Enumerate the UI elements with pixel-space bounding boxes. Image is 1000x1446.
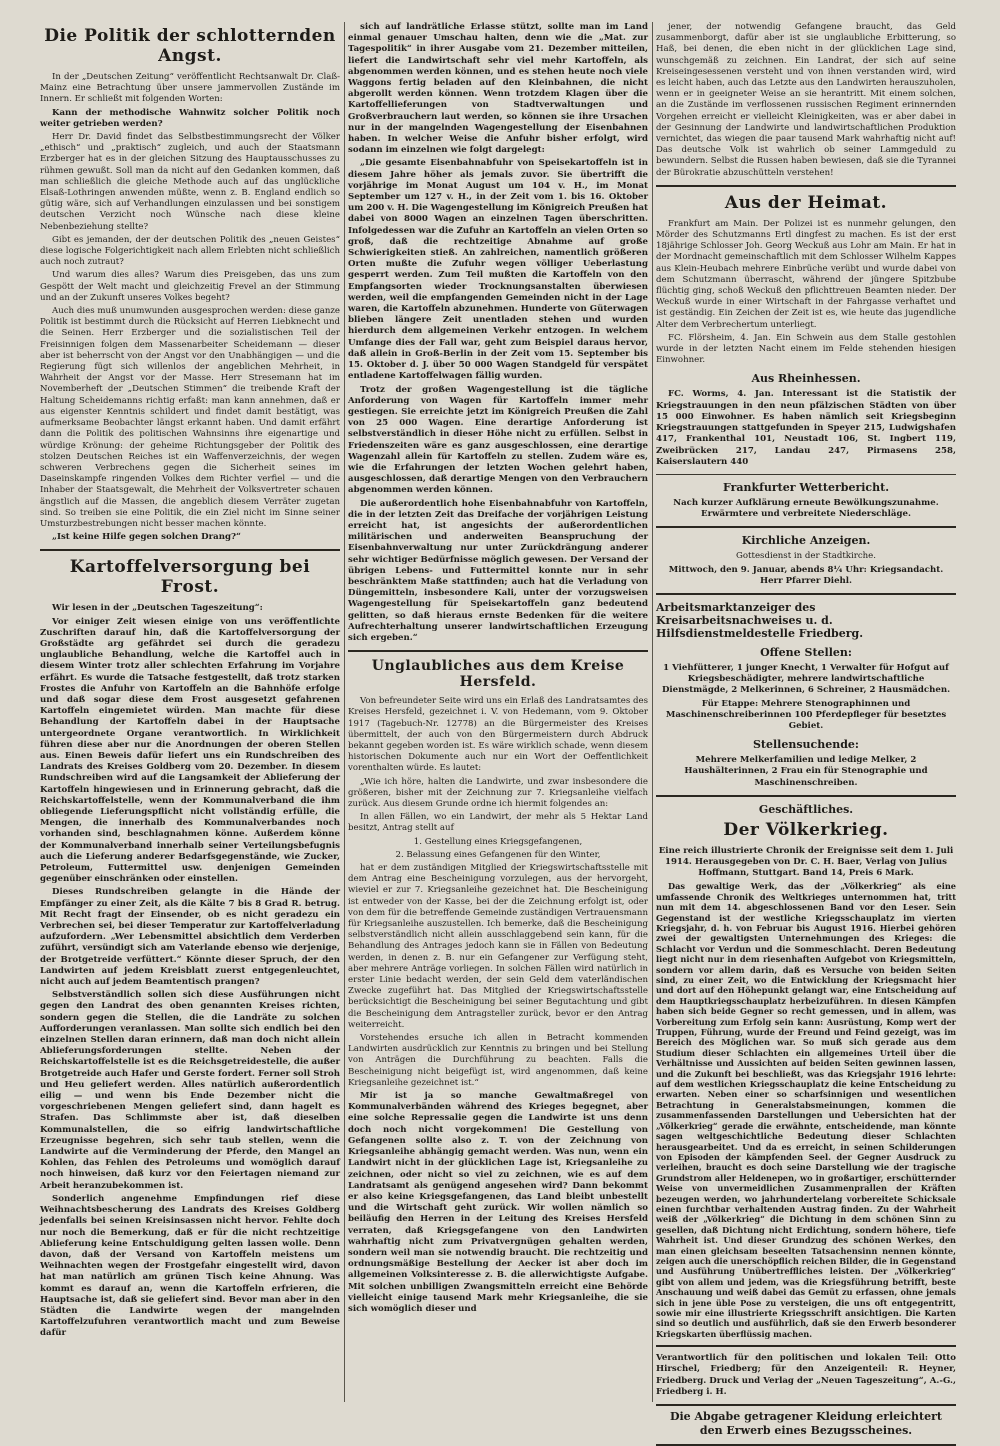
divider bbox=[656, 1345, 956, 1347]
paragraph: Vorstehendes ersuche ich allen in Betracht kommenden Landwirten ausdrücklich zur Kenntnis zu bringen und bei Stellung von Anträgen die Durchführung zu beachten. Falls die Bescheinigung nicht beigefügt ist, wird angenommen, daß keine Kriegsanleihe gezeichnet ist.“ bbox=[348, 1033, 648, 1088]
paragraph: Dieses Rundschreiben gelangte in die Hände der Empfänger zu einer Zeit, als die Kälte 7 bis 8 Grad R. betrug. Mit Recht fragt der Einsender, ob es nicht geradezu ein Verbrechen sei, bei dieser Temperatur zur Kartoffelverladung aufzufordern. „Wer Lebensmittel absichtlich dem Verderben zuführt, versündigt sich am Vaterlande ebenso wie derjenige, der Brotgetreide verfüttert.“ Könnte dieser Spruch, der den Landwirten auf jedem Kreisblatt zuerst entgegenleuchtet, nicht auch auf jedem Beamtentisch prangen? bbox=[40, 887, 340, 988]
paragraph: Gottesdienst in der Stadtkirche. bbox=[736, 551, 876, 562]
column-2 bbox=[348, 22, 648, 1397]
section-subtitle: Kirchliche Anzeigen. bbox=[741, 534, 871, 548]
paragraph: Gibt es jemanden, der der deutschen Politik des „neuen Geistes“ diese logische Folgerichtigkeit nach allem Erlebten nicht schließlich auch noch zutraut? bbox=[40, 234, 340, 268]
paragraph: Eine reich illustrierte Chronik der Ereignisse seit dem 1. Juli 1914. Herausgegeben von Dr. C. H. Baer, Verlag von Julius Hoffmann, Stuttgart. Band 14, Preis 6 Mark. bbox=[658, 845, 954, 879]
paragraph: In der „Deutschen Zeitung“ veröffentlicht Rechtsanwalt Dr. Claß-Mainz eine Betrachtung über unsere jammervollen Zustände im Innern. Er schließt mit folgenden Worten: bbox=[40, 72, 340, 105]
paragraph: Nach kurzer Aufklärung erneute Bewölkungszunahme. Erwärmtere und verbreitete Niederschläge. bbox=[673, 497, 939, 520]
paragraph: Mittwoch, den 9. Januar, abends 8¼ Uhr: Kriegsandacht. Herr Pfarrer Diehl. bbox=[668, 564, 944, 586]
paragraph: FC. Flörsheim, 4. Jan. Ein Schwein aus dem Stalle gestohlen wurde in der letzten Nacht einem im Felde stehenden hiesigen Einwohner. bbox=[656, 332, 956, 366]
section-subtitle: Geschäftliches. bbox=[758, 802, 854, 816]
divider bbox=[656, 185, 956, 187]
paragraph: Frankfurt am Main. Der Polizei ist es nunmehr gelungen, den Mörder des Schutzmanns Ertl dingfest zu machen. Es ist der erst 18jährige Schlosser Joh. Georg Weckuß aus Lohr am Main. Er hat in der Mordnacht gemeinschaftlich mit dem Schlosser Wilhelm Kappes aus Klein-Heubach mehrere Einbrüche verübt und wurde dabei von dem Schutzmann überrascht, während der jüngere Spitzbube flüchtig ging, schoß Weckuß den pflichttreuen Beamten nieder. Der Weckuß wurde in einer Wirtschaft in der Fahrgasse verhaftet und ist geständig. Ein Zeichen der Zeit ist es, wie heute das jugendliche Alter dem Verbrechertum unterliegt. bbox=[656, 218, 956, 330]
paragraph: FC. Worms, 4. Jan. Interessant ist die Statistik der Kriegstrauungen in den neun pfälzischen Städten von über 15 000 Einwohner. Es haben nämlich seit Kriegsbeginn Kriegstrauungen stattgefunden in Speyer 215, Ludwigshafen 417, Frankenthal 101, Neustadt 106, St. Ingbert 119, Zweibrücken 217, Landau 247, Pirmasens 258, Kaiserslautern 440 bbox=[656, 389, 956, 467]
section-subtitle: Stellensuchende: bbox=[752, 738, 859, 752]
paragraph: Von befreundeter Seite wird uns ein Erlaß des Landratsamtes des Kreises Hersfeld, gezeichnet i. V. von Hedemann, vom 9. Oktober 1917 (Tagebuch-Nr. 12778) an die Bürgermeister des Kreises übermittelt, der auch von den Bürgermeistern durch Abdruck bekannt gegeben worden ist. Es wäre wirklich schade, wenn diesem historischen Dokumente auch nur ein Wort der Oeffentlichkeit vorenthalten würde. Es lautet: bbox=[348, 696, 648, 774]
column-1 bbox=[40, 22, 340, 1397]
imprint: Verantwortlich für den politischen und lokalen Teil: Otto Hirschel, Friedberg; für den Anzeigenteil: R. Heyner, Friedberg. Druck und Verlag der „Neuen Tageszeitung“, A.-G., Friedberg i. H. bbox=[656, 1353, 956, 1397]
paragraph: 1 Viehfütterer, 1 junger Knecht, 1 Verwalter für Hofgut auf Kriegsbeschädigter, mehrere landwirtschaftliche Dienstmägde, 2 Melkerinnen, 6 Schreiner, 2 Hausmädchen. bbox=[661, 662, 951, 696]
paragraph: 1. Gestellung eines Kriegsgefangenen, bbox=[413, 836, 583, 847]
paragraph: 2. Belassung eines Gefangenen für den Winter, bbox=[395, 849, 601, 860]
paragraph: Die außerordentlich hohe Eisenbahnabfuhr von Kartoffeln, die in der letzten Zeit das Dreifache der vorjährigen Leistung erreicht hat, ist angesichts der außerordentlichen militärischen und anderweiten Beanspruchung der Eisenbahnverwaltung nur unter Zurückdrängung anderer sehr wichtiger Bedürfnisse möglich gewesen. Der Versand der übrigen Lebens- und Futtermittel konnte nur in sehr beschränktem Maße stattfinden; auch hat die Verladung von Düngemitteln, insbesondere Kali, unter der vorzugsweisen Wagengestellung für Speisekartoffeln ganz bedeutend gelitten, so daß hieraus ernste Bedenken für die weitere Aufrechterhaltung unserer landwirtschaftlichen Erzeugung sich ergeben.“ bbox=[348, 498, 648, 643]
article-title: Die Politik der schlotternden Angst. bbox=[44, 26, 336, 66]
article-title: Aus der Heimat. bbox=[724, 192, 888, 213]
divider bbox=[40, 549, 340, 551]
section-subtitle: Offene Stellen: bbox=[760, 645, 852, 659]
paragraph: Mehrere Melkerfamilien und ledige Melker, 2 Haushälterinnen, 2 Frau ein für Stenographie und Maschinenschreiben. bbox=[684, 755, 928, 788]
paragraph: „Die gesamte Eisenbahnabfuhr von Speisekartoffeln ist in diesem Jahre höher als jemals zuvor. Sie übertrifft die vorjährige im Monat August um 104 v. H., im Monat September um 127 v. H., in der Zeit vom 1. bis 16. Oktober um 200 v. H. Die Wagengestellung im Königreich Preußen hat dabei von 8000 Wagen an einzelnen Tagen überschritten. Infolgedessen war die Zufuhr an Kartoffeln an vielen Orten so groß, daß die rechtzeitige Abnahme auf große Schwierigkeiten stieß. An zahlreichen, namentlich größeren Orten mußte die Zufuhr wegen völliger Ueberlastung gesperrt werden. Zum Teil mußten die Kartoffeln von den Empfangsorten wieder Trocknungsanstalten überwiesen werden, weil die empfangenden Gemeinden nicht in der Lage waren, die Kartoffeln abzunehmen. Hunderte von Güterwagen blieben längere Zeit unentladen stehen und wurden hierdurch dem allgemeinen Verkehr entzogen. In welchem Umfange dies der Fall war, geht zum Beispiel daraus hervor, daß allein in Groß-Berlin in der Zeit vom 15. September bis 15. Oktober d. J. über 50 000 Wagen Standgeld für verspätet entladene Kartoffelwagen fällig wurden. bbox=[348, 158, 648, 382]
paragraph: hat er dem zuständigen Mitglied der Kriegswirtschaftsstelle mit dem Antrag eine Bescheinigung vorzulegen, aus der hervorgeht, wieviel er zur 7. Kriegsanleihe gezeichnet hat. Die Bescheinigung ist entweder von der Kasse, bei der die Zeichnung erfolgt ist, oder von dem für die betreffende Gemeinde zuständigen Vertrauensmann für Kriegsanleihe auszustellen. Ich bemerke, daß die Bescheinigung selbstverständlich nicht allein ausschlaggebend sein kann, für die Behandlung des Antrages jedoch kann sie in Fällen von Bedeutung werden, in denen z. B. nur ein Gefangener zur Verfügung steht, aber mehrere Anträge vorliegen. In solchen Fällen wird natürlich in erster Linie bedacht werden, der sein Geld dem vaterländischen Zwecke zugeführt hat. Das Mitglied der Kriegswirtschaftsstelle berücksichtigt die Bescheinigung bei seiner Begutachtung und gibt die Bescheinigung dem Antragsteller zurück, bevor er den Antrag weiterreicht. bbox=[348, 863, 648, 1030]
paragraph: Mir ist ja so manche Gewaltmaßregel von Kommunalverbänden während des Krieges begegnet, aber eine solche Repressalie gegen die Landwirte ist uns denn doch noch nicht vorgekommen! Die Gestellung von Gefangenen sollte also z. T. von der Zeichnung von Kriegsanleihe abhängig gemacht werden. Was nun, wenn ein Landwirt nicht in der glücklichen Lage ist, Kriegsanleihe zu zeichnen, oder nicht so viel zu zeichnen, wie es auf dem Landratsamt als genügend angesehen wird? Dann bekommt er also keine Kriegsgefangenen, das Land bleibt unbestellt und die Wirtschaft geht zurück. Wir wollen nämlich so beiläufig den Herren in der Leitung des Kreises Hersfeld verraten, daß Kriegsgefangene von den Landwirten wahrhaftig nicht zum Privatvergnügen gehalten werden, sondern weil man sie notwendig braucht. Die rechtzeitig und ordnungsmäßige Bestellung der Aecker ist aber doch im allgemeinen Volksinteresse z. B. die allerwichtigste Aufgabe. Mit solchen unbilligen Zwangsmitteln erreicht eine Behörde vielleicht einige tausend Mark mehr Kriegsanleihe, die sie sich womöglich dieser und bbox=[348, 1091, 648, 1314]
paragraph: „Ist keine Hilfe gegen solchen Drang?“ bbox=[52, 532, 241, 543]
section-subtitle: Arbeitsmarktanzeiger des Kreisarbeitsnachweises u. d. Hilfsdienstmeldestelle Friedberg. bbox=[656, 600, 864, 640]
column-rule bbox=[344, 22, 345, 1402]
article-title: Unglaubliches aus dem Kreise Hersfeld. bbox=[371, 658, 625, 691]
paragraph: Kann der methodische Wahnwitz solcher Politik noch weiter getrieben werden? bbox=[40, 107, 340, 129]
column-rule bbox=[652, 22, 653, 1402]
section-subtitle: Frankfurter Wetterbericht. bbox=[722, 480, 890, 494]
paragraph: Das gewaltige Werk, das der „Völkerkrieg“ als eine umfassende Chronik des Weltkrieges unternommen hat, tritt nun mit dem 14. abgeschlossenen Band vor den Leser. Sein Gegenstand ist der westliche Kriegsschauplatz im vierten Kriegsjahr, d. h. von Februar bis August 1916. Hierbei gehören zwei der gewaltigsten Unternehmungen des Krieges: die Schlacht vor Verdun und die Sommeschlacht. Deren Bedeutung liegt nicht nur in dem riesenhaften Aufgebot von Kriegsmitteln, sondern vor allem darin, daß es Versuche von beiden Seiten sind, zu einer Zeit, wo die Entwicklung der Kriegsmacht hier und dort auf den Höhepunkt gelangt war, eine Entscheidung auf dem Hauptkriegsschauplatz herbeizuführen. In diesen Kämpfen haben sich beide Gegner so recht gemessen, und in allem, was Vorbereitung zum Erfolg sein kann: Ausrüstung, Komp wert der Truppen, Führung, wurde der Freund und Feind gezeigt, was im Bereich des Möglichen war. So muß sich gerade aus dem Studium dieser Schlachten ein allgemeines Urteil über die Verhältnisse und Aussichten auf beiden Seiten gewinnen lassen, und die Zukunft bei beschließt, was das Kriegsjahr 1916 lehrte: auf dem westlichen Kriegsschauplatz die keine Entscheidung zu erwarten. Neben einer so scharfsinnigen und wesentlichen Betrachtung in Generalstabsmeinungen, kommen die zusammenfassenden Darstellungen und Uebersichten hat der „Völkerkrieg“ gerade die erwähnte, entscheidende, man könnte sagen weltgeschichtliche Bedeutung dieser Schlachten herausgearbeitet. Und da es erreicht, in seinen Schilderungen von Episoden der kämpfenden Seel. der Gegner Ausdruck zu verleihen, braucht es doch seine Darstellung wie der tragische Grundstrom aller Heldenepen, wo in großartiger, erschütternder Weise von unvermeidlichen Zusammenprallen der Kräften bezeugen werden, wo jahrhundertelang vorbereitete Schicksale einen furchtbar verhaltenden Austrag finden. Zu der Wahrheit weiß der „Völkerkrieg“ die Dichtung in dem schönen Sinn zu gesellen, daß Dichtung nicht Erdichtung, sondern höhere, tiefe Wahrheit ist. Und dieser Grundzug des schönen Werkes, den man einen gleichsam beseelten Tatsachensinn nennen könnte, zeigen auch die unerschöpflich reichen Bilder, die in Gegenstand und Ausführung Unübertreffliches leisten. Der „Völkerkrieg“ gibt von allem und jedem, was die Kriegsführung betrifft, beste Anschauung und weiß dabei das Gemüt zu erfassen, ohne jemals sich in jene üble Pose zu versteigen, die uns oft entgegentritt, sowie mir eine illustrierte Kriegsschrift ansichtigen. Die Karten sind so deutlich und ausführlich, daß sie den Erwerb besonderer Kriegskarten überflüssig machen. bbox=[656, 881, 957, 1339]
notice-box bbox=[656, 1404, 956, 1446]
divider bbox=[656, 474, 956, 475]
column-3 bbox=[656, 22, 957, 1438]
article-title: Kartoffelversorgung bei Frost. bbox=[69, 557, 311, 598]
divider bbox=[348, 650, 648, 652]
paragraph: sich auf landrätliche Erlasse stützt, sollte man im Land einmal genauer Umschau halten, denn wie die „Mat. zur Tagespolitik“ in ihrer Ausgabe vom 21. Dezember mitteilen, liefert die Landwirtschaft sehr viel mehr Kartoffeln, als abgenommen werden können, und es stehen heute noch viele Waggons fertig beladen auf den Kleinbahnen, die nicht abgerollt werden können. Wenn trotzdem Klagen über die Kartoffellieferungen von Stadtverwaltungen und Großverbrauchern laut werden, so können sie ihre Ursachen nur in der mangelnden Wagengestellung der Eisenbahnen haben. In welcher Weise die Anfuhr bisher erfolgt, wird sodann im einzelnen wie folgt dargelegt: bbox=[348, 22, 648, 156]
divider bbox=[656, 795, 956, 797]
paragraph: Wir lesen in der „Deutschen Tageszeitung“: bbox=[52, 603, 263, 614]
paragraph: „Wie ich höre, halten die Landwirte, und zwar insbesondere die größeren, bisher mit der Zeichnung zur 7. Kriegsanleihe vielfach zurück. Aus diesem Grunde ordne ich hiermit folgendes an: bbox=[348, 776, 648, 809]
paragraph: Selbstverständlich sollen sich diese Ausführungen nicht gegen den Landrat des oben genannten Kreises richten, sondern gegen die Stellen, die die Landräte zu solchen Aufforderungen veranlassen. Man sollte sich endlich bei den einzelnen Stellen daran erinnern, daß man doch nicht allein Ablieferungsforderungen stellte. Neben der Reichskartoffelstelle ist es die Reichsgetreidestelle, die außer Brotgetreide auch Hafer und Gerste fordert. Ferner soll Stroh und Heu geliefert werden. Alles natürlich außerordentlich eilig — und wenn bis Ende Dezember nicht die vorgeschriebenen Mengen geliefert sind, dann hagelt es Strafen. Das Schlimmste aber ist, daß dieselben Kommunalstellen, die so eifrig landwirtschaftliche Erzeugnisse begehren, sich sehr taub stellen, wenn die Landwirte auf die Verminderung der Pferde, den Mangel an Kohlen, das Fehlen des Petroleums und womöglich darauf noch hinweisen, daß kurz vor den Feiertagen niemand zur Arbeit heranzubekommen ist. bbox=[40, 990, 340, 1191]
paragraph: Für Etappe: Mehrere Stenographinnen und Maschinenschreiberinnen 100 Pferdepfleger für besetztes Gebiet. bbox=[665, 698, 947, 731]
section-subtitle: Aus Rheinhessen. bbox=[751, 372, 861, 386]
paragraph: Sonderlich angenehme Empfindungen rief diese Weihnachtsbescherung des Landrats des Kreises Goldberg jedenfalls bei seinen Kreisinsassen nicht hervor. Fehlte doch nur noch die Bemerkung, daß er für die nicht rechtzeitige Ablieferung keine Entschuldigung gelten lassen wolle. Denn davon, daß der Versand von Kartoffeln meistens um Weihnachten wegen der Frostgefahr eingestellt wird, davon hat man natürlich am grünen Tisch keine Ahnung. Was kommt es darauf an, wenn die Kartoffeln erfrieren, die Hauptsache ist, daß sie geliefert sind. Bevor man aber in den Städten die Landwirte wegen der mangelnden Kartoffelzufuhren verantwortlich macht und zum Beweise dafür bbox=[40, 1193, 340, 1339]
paragraph: Vor einiger Zeit wiesen einige von uns veröffentlichte Zuschriften darauf hin, daß die Kartoffelversorgung der Großstädte arg gefährdet sei durch die geradezu unglaubliche Behandlung, welche die Kartoffel auch in diesem Winter trotz aller schlechten Erfahrung im Vorjahre erfährt. Es wurde die Tatsache festgestellt, daß trotz starken Frostes die Anfuhr von Kartoffeln an die Bahnhöfe erfolge und daß sogar diese dem Frost ausgesetzt gefahrenen Kartoffeln eingemietet würden. Man machte für diese Behandlung der Kartoffeln dabei in der Hauptsache untergeordnete Organe verantwortlich. In Wirklichkeit führen diese aber nur die Anordnungen der oberen Stellen aus. Einen Beweis dafür liefert uns ein Rundschreiben des Landrats des Kreises Goldberg vom 20. Dezember. In diesem Rundschreiben wird auf die Langsamkeit der Ablieferung der Kartoffeln hingewiesen und in Erinnerung gebracht, daß die Reichskartoffelstelle, wenn der Kommunalverband die ihm obliegende Lieferungspflicht nicht vollständig erfülle, die Mengen, die innerhalb des Kommunalverbandes noch vorhanden sind, beschlagnahmen könne. Außerdem könne der Kommunalverband innerhalb seiner Verteilungsbefugnis auch die Lieferung anderer Bedarfsgegenstände, wie Zucker, Petroleum, Futtermittel usw. denjenigen Gemeinden gegenüber einschränken oder einstellen. bbox=[40, 616, 340, 885]
paragraph: Auch dies muß unumwunden ausgesprochen werden: diese ganze Politik ist bestimmt durch die Rücksicht auf Herren Liebknecht und die Seinen. Herr Erzberger und die sozialistischen Teil der Freisinnigen folgen dem Massenarbeiter Scheidemann — dieser aber ist beherrscht von der Angst vor den Unabhängigen — und die Regierung fügt sich willenlos der angeblichen Mehrheit, in Wahrheit der Angst vor der Masse. Herr Stresemann hat im Novemberheft der „Deutschen Stimmen“ die treibende Kraft der Haltung Scheidemanns richtig erfaßt: man kann annehmen, daß er aus eigenster Kenntnis schildert und findet damit bestätigt, was aufmerksame Beobachter längst erkannt haben. Und damit erfährt dann die Politik des politischen Wahnsinns ihre eigenartige und würdige Krönung: der geheime Richtungsgeber der Politik des stolzen Deutschen Reiches ist ein Waffenverzeichnis, der wegen schweren Verbrechens gegen die Sicherheit seines im Daseinskampfe ringenden Volkes dem Richter verfiel — und die Inhaber der Staatsgewalt, die Mehrheit der Volksvertreter schauen ängstlich auf die Massen, die angeblich diesem Verräter zugetan sind. So treiben sie eine Politik, die ein Ziel nicht im Sinne seiner Umsturzbestrebungen nicht besser machen könnte. bbox=[40, 306, 340, 529]
paragraph: Herr Dr. David findet das Selbstbestimmungsrecht der Völker „ethisch“ und „praktisch“ zugleich, und auch der Staatsmann Erzberger hat es in der gleichen Sitzung des Hauptausschusses zu rühmen gewußt. Soll man da nicht auf den Gedanken kommen, daß man schließlich die gleiche Methode auch auf das unglückliche Elsaß-Lothringen anwenden müßte, wenn z. B. England endlich so gütig wäre, sich auf Verhandlungen einzulassen und bei sonstigem deutschen Verzicht noch Wünsche nach diese kleine Nebenbeziehung stellte? bbox=[40, 132, 340, 232]
paragraph: Trotz der großen Wagengestellung ist die tägliche Anforderung von Wagen für Kartoffeln immer mehr gestiegen. Sie erreichte jetzt im Königreich Preußen die Zahl von 25 000 Wagen. Eine derartige Anforderung ist selbstverständlich in dieser Höhe nicht zu erfüllen. Selbst in Friedenszeiten wäre es ganz ausgeschlossen, eine derartige Wagenzahl allein für Kartoffeln zu stellen. Zudem wäre es, wie die Erfahrungen der letzten Wochen gelehrt haben, ausgeschlossen, daß derartige Mengen von den Verbrauchern abgenommen werden können. bbox=[348, 384, 648, 496]
divider bbox=[656, 526, 956, 528]
paragraph: jener, der notwendig Gefangene braucht, das Geld zusammenborgt, dafür aber ist sie unglaubliche Erbitterung, so Haß, bei denen, die eben nicht in der glücklichen Lage sind, wunschgemäß zu zeichnen. Ein Landrat, der sich auf seine Kreiseingesessenen versteht und von ihnen verstanden wird, wird es leicht haben, auch das Letzte aus den Landwirten herauszuholen, wenn er in geeigneter Weise an sie herantritt. Mit einem solchen, an die Zustände im verflossenen russischen Regiment erinnernden Vorgehen erreicht er vielleicht Kleinigkeiten, was er aber dabei in der Gesinnung der Landwirte und landwirtschaftlichen Produktion vernichtet, das wiegen die paar tausend Mark wahrhaftig nicht auf! Das deutsche Volk ist wahrlich ob seiner Lammgeduld zu bewundern. Selbst die Russen haben bewiesen, daß sie die Tyrannei der Bürokratie abzuschütteln verstehen! bbox=[656, 22, 956, 178]
notice-text: Die Abgabe getragener Kleidung erleichtert den Erwerb eines Bezugsscheines. bbox=[669, 1410, 943, 1438]
paragraph: Und warum dies alles? Warum dies Preisgeben, das uns zum Gespött der Welt macht und gleichzeitig Frevel an der Stimmung und an der Zukunft unseres Volkes begeht? bbox=[40, 270, 340, 303]
divider bbox=[656, 593, 956, 595]
paragraph: In allen Fällen, wo ein Landwirt, der mehr als 5 Hektar Land besitzt, Antrag stellt auf bbox=[348, 812, 648, 834]
article-title: Der Völkerkrieg. bbox=[723, 819, 889, 840]
